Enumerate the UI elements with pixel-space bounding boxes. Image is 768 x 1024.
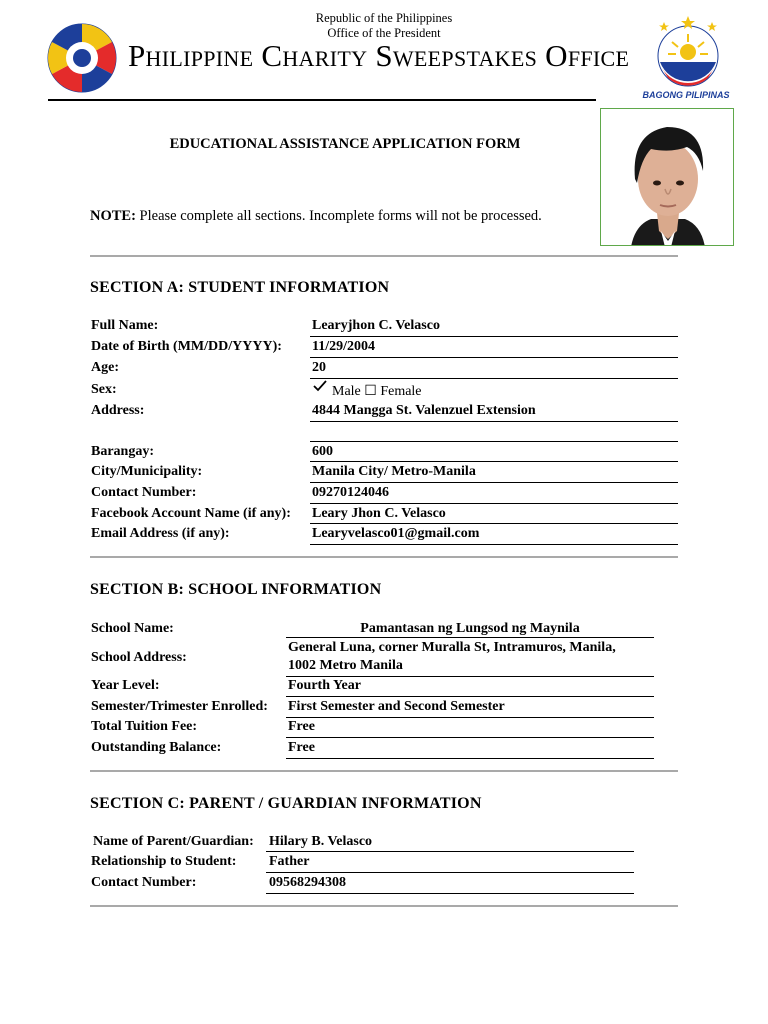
- field-underline: [286, 696, 654, 697]
- field-school-name-label: School Name:: [91, 621, 174, 636]
- field-underline: [266, 851, 634, 852]
- field-age-value: 20: [312, 360, 326, 375]
- bagong-pilipinas-caption: BAGONG PILIPINAS: [642, 90, 730, 100]
- field-guardian-contact-label: Contact Number:: [91, 875, 197, 890]
- field-underline: [310, 461, 678, 462]
- field-sex-value: Male ☐ Female: [332, 384, 422, 399]
- field-school-address-line2: 1002 Metro Manila: [288, 658, 403, 673]
- header-republic: Republic of the Philippines: [315, 11, 453, 25]
- field-underline: [266, 893, 634, 894]
- applicant-photo: [600, 108, 734, 246]
- field-email-value: Learyvelasco01@gmail.com: [312, 526, 480, 541]
- section-b-heading: SECTION B: SCHOOL INFORMATION: [90, 581, 382, 598]
- field-city-value: Manila City/ Metro-Manila: [312, 464, 476, 479]
- checkmark-icon: [312, 378, 328, 399]
- field-underline: [310, 421, 678, 422]
- field-barangay-value: 600: [312, 444, 333, 459]
- field-school-address-line1: General Luna, corner Muralla St, Intramuros, Manila,: [288, 640, 616, 655]
- field-underline: [286, 676, 654, 677]
- field-balance-value: Free: [288, 740, 315, 755]
- form-title: EDUCATIONAL ASSISTANCE APPLICATION FORM: [169, 136, 521, 152]
- field-address-value: 4844 Mangga St. Valenzuel Extension: [312, 403, 536, 418]
- field-semester-label: Semester/Trimester Enrolled:: [91, 699, 268, 714]
- field-full-name-value: Learyjhon C. Velasco: [312, 318, 440, 333]
- field-contact-label: Contact Number:: [91, 485, 197, 500]
- field-underline: [286, 758, 654, 759]
- field-address-label: Address:: [91, 403, 145, 418]
- field-email-label: Email Address (if any):: [91, 526, 230, 541]
- header-office: Office of the President: [327, 26, 441, 40]
- note-text: Please complete all sections. Incomplete forms will not be processed.: [135, 208, 542, 224]
- note-label: NOTE:: [90, 208, 136, 224]
- field-underline: [310, 336, 678, 337]
- field-facebook-label: Facebook Account Name (if any):: [91, 506, 291, 521]
- field-semester-value: First Semester and Second Semester: [288, 699, 505, 714]
- field-dob-label: Date of Birth (MM/DD/YYYY):: [91, 339, 282, 354]
- field-underline: [310, 503, 678, 504]
- header-rule: [48, 99, 596, 101]
- field-year-level-label: Year Level:: [91, 678, 160, 693]
- field-sex-label: Sex:: [91, 382, 117, 397]
- field-underline: [310, 378, 678, 379]
- field-contact-value: 09270124046: [312, 485, 389, 500]
- field-school-name-value: Pamantasan ng Lungsod ng Maynila: [360, 621, 580, 636]
- field-city-label: City/Municipality:: [91, 464, 203, 479]
- field-relationship-label: Relationship to Student:: [91, 854, 237, 869]
- field-underline: [310, 441, 678, 442]
- field-relationship-value: Father: [269, 854, 310, 869]
- field-underline: [310, 357, 678, 358]
- field-underline: [310, 482, 678, 483]
- field-dob-value: 11/29/2004: [312, 339, 376, 354]
- field-underline: [310, 544, 678, 545]
- divider-b: [90, 770, 678, 772]
- divider-top: [90, 255, 678, 257]
- divider-c: [90, 905, 678, 907]
- field-underline: [286, 717, 654, 718]
- header-agency-title: Philippine Charity Sweepstakes Office: [128, 38, 630, 73]
- field-age-label: Age:: [91, 360, 119, 375]
- field-underline: [286, 737, 654, 738]
- section-a-heading: SECTION A: STUDENT INFORMATION: [90, 279, 390, 296]
- field-underline: [286, 637, 654, 638]
- field-underline: [266, 872, 634, 873]
- form-note: [90, 208, 542, 225]
- field-barangay-label: Barangay:: [91, 444, 154, 459]
- field-guardian-name-value: Hilary B. Velasco: [269, 834, 373, 849]
- section-c-heading: SECTION C: PARENT / GUARDIAN INFORMATION: [90, 795, 482, 812]
- field-year-level-value: Fourth Year: [288, 678, 361, 693]
- divider-a: [90, 556, 678, 558]
- field-guardian-name-label: Name of Parent/Guardian:: [93, 834, 254, 849]
- field-guardian-contact-value: 09568294308: [269, 875, 346, 890]
- field-full-name-label: Full Name:: [91, 318, 159, 333]
- field-school-address-label: School Address:: [91, 650, 187, 665]
- field-tuition-value: Free: [288, 719, 315, 734]
- field-tuition-label: Total Tuition Fee:: [91, 719, 198, 734]
- field-underline: [310, 523, 678, 524]
- field-balance-label: Outstanding Balance:: [91, 740, 222, 755]
- field-facebook-value: Leary Jhon C. Velasco: [312, 506, 446, 521]
- bagong-pilipinas-logo: [648, 12, 728, 96]
